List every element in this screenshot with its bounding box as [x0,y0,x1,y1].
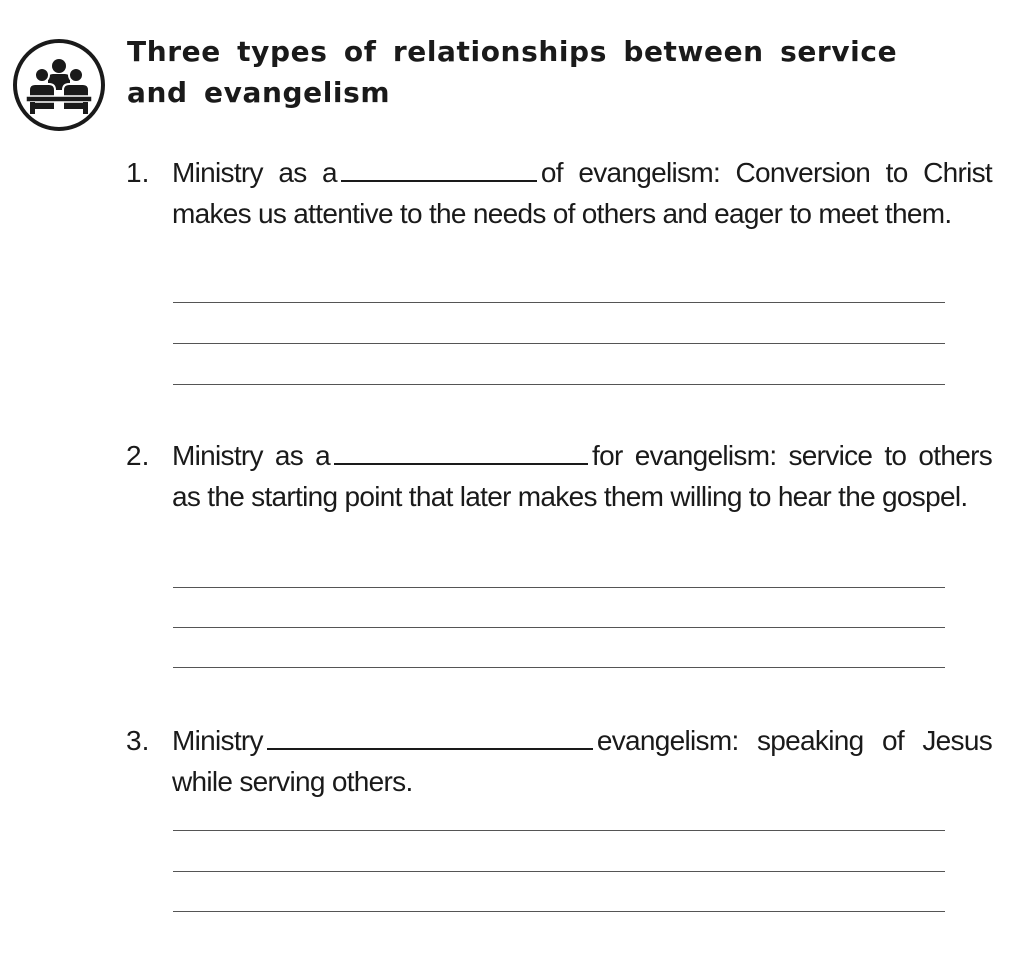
fill-in-blank[interactable] [267,721,593,750]
question-item-1 [126,152,992,234]
question-item-3 [126,720,992,802]
item-text-before-blank: Ministry as a [172,157,337,188]
answer-line[interactable] [173,302,945,303]
item-text-after-blank: of evangelism: Conversion to Christ makes us attentive to the needs of others and eager to meet them. [172,157,992,229]
item-number: 1. [126,157,150,188]
question-item-2 [126,435,992,517]
answer-line[interactable] [173,587,945,588]
item-number: 3. [126,725,150,756]
answer-line[interactable] [173,830,945,831]
answer-line[interactable] [173,667,945,668]
answer-line[interactable] [173,627,945,628]
answer-line[interactable] [173,871,945,872]
answer-line[interactable] [173,384,945,385]
page-title: Three types of relationships between service and evangelism [127,35,898,109]
item-text-after-blank: for evangelism: service to others as the starting point that later makes them willing to hear the gospel. [172,440,992,512]
answer-line[interactable] [173,343,945,344]
item-number: 2. [126,440,150,471]
item-text-before-blank: Ministry as a [172,440,331,471]
fill-in-blank[interactable] [341,153,537,182]
item-text-before-blank: Ministry [172,725,263,756]
item-text-after-blank: evangelism: speaking of Jesus while serving others. [172,725,992,797]
group-of-people-icon [12,38,106,132]
fill-in-blank[interactable] [334,436,588,465]
answer-line[interactable] [173,911,945,912]
